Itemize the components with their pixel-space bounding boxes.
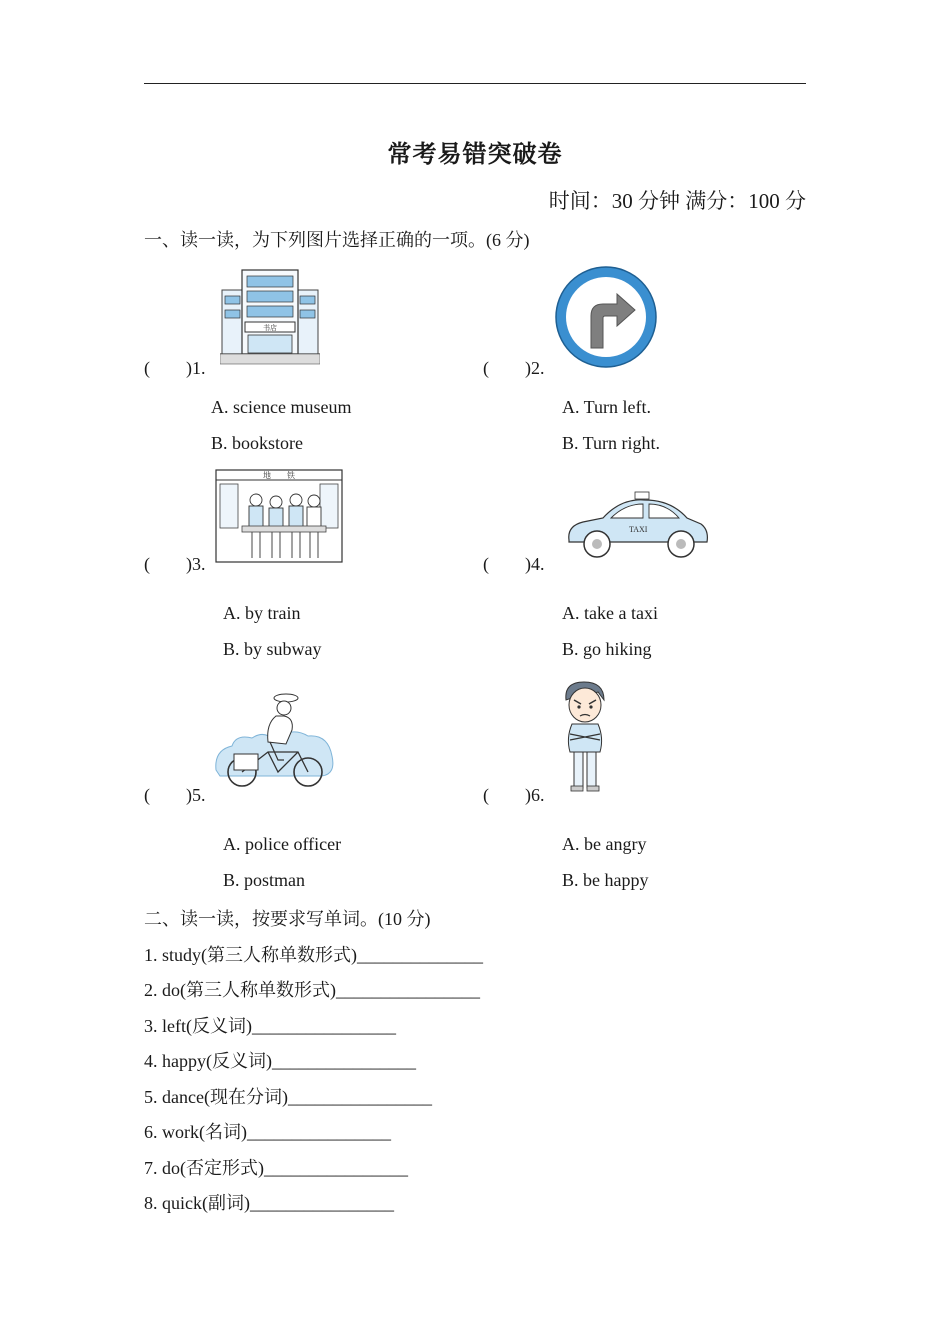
- taxi-icon: [563, 490, 711, 562]
- page-title: 常考易错突破卷: [387, 142, 563, 168]
- fill-item-2: 2. do(第三人称单数形式)________________: [144, 980, 480, 1000]
- item-4-number: ( )4.: [483, 554, 545, 574]
- angry-boy-icon: [558, 678, 612, 794]
- turn-right-sign-icon: [553, 264, 659, 370]
- item-5-option-b: B. postman: [223, 870, 306, 890]
- item-1-number: ( )1.: [144, 358, 206, 378]
- fill-item-5: 5. dance(现在分词)________________: [144, 1087, 432, 1107]
- item-6-number: ( )6.: [483, 785, 545, 805]
- fill-item-1: 1. study(第三人称单数形式)______________: [144, 945, 483, 965]
- section1-heading: 一、读一读，为下列图片选择正确的一项。(6 分): [144, 230, 530, 250]
- item-1-option-b: B. bookstore: [211, 433, 303, 453]
- item-3-option-a: A. by train: [223, 603, 301, 623]
- item-3-option-b: B. by subway: [223, 639, 322, 659]
- item-6-option-a: A. be angry: [562, 834, 647, 854]
- postman-bicycle-icon: [212, 690, 336, 790]
- item-2-option-a: A. Turn left.: [562, 397, 652, 417]
- item-5-option-a: A. police officer: [223, 834, 342, 854]
- item-5-number: ( )5.: [144, 785, 206, 805]
- fill-item-3: 3. left(反义词)________________: [144, 1016, 396, 1036]
- item-1-option-a: A. science museum: [211, 397, 352, 417]
- subway-passengers-icon: [214, 468, 344, 564]
- fill-item-8: 8. quick(副词)________________: [144, 1193, 394, 1213]
- time-info: 时间：30 分钟 满分：100 分: [548, 189, 806, 213]
- item-2-option-b: B. Turn right.: [562, 433, 661, 453]
- subway-sign-text: 地 铁: [263, 471, 295, 480]
- item-4-option-a: A. take a taxi: [562, 603, 658, 623]
- bookstore-sign-text: 书店: [263, 324, 277, 332]
- taxi-sign-text: TAXI: [629, 525, 648, 534]
- top-rule: [144, 83, 806, 84]
- fill-item-6: 6. work(名词)________________: [144, 1122, 391, 1142]
- building-icon: [220, 268, 320, 366]
- item-4-option-b: B. go hiking: [562, 639, 652, 659]
- item-2-number: ( )2.: [483, 358, 545, 378]
- item-3-number: ( )3.: [144, 554, 206, 574]
- section2-heading: 二、读一读，按要求写单词。(10 分): [144, 909, 431, 929]
- item-6-option-b: B. be happy: [562, 870, 649, 890]
- fill-item-4: 4. happy(反义词)________________: [144, 1051, 416, 1071]
- fill-item-7: 7. do(否定形式)________________: [144, 1158, 408, 1178]
